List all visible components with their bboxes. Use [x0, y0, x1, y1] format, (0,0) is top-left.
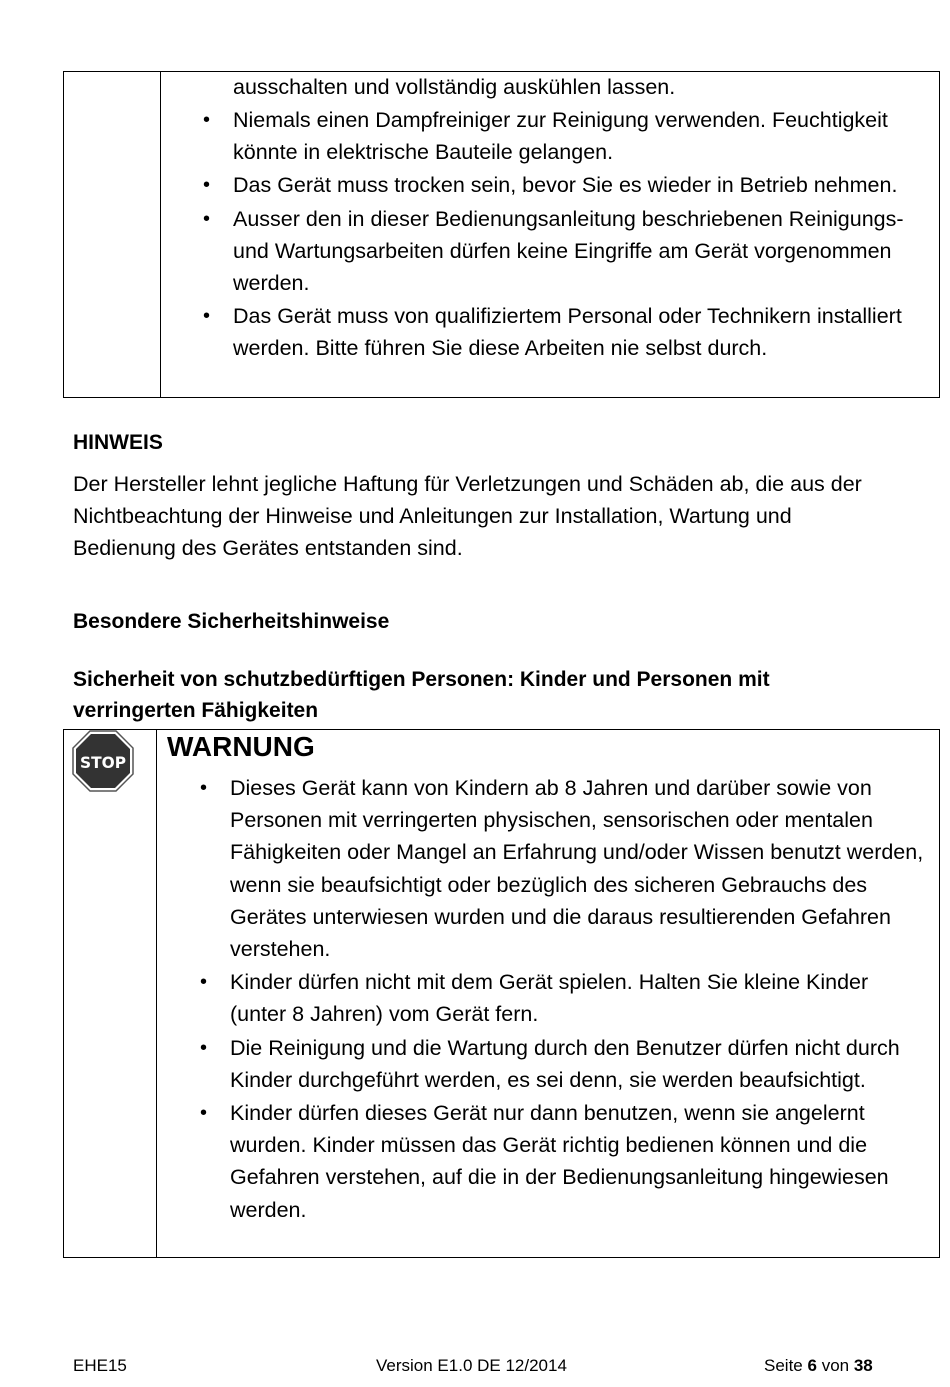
list-item: • Niemals einen Dampfreiniger zur Reinigung verwenden. Feuchtigkeit könnte in elektrische Bauteile gelangen. [233, 104, 933, 168]
footer-model: EHE15 [73, 1356, 127, 1375]
table-column-divider [156, 730, 157, 1257]
bullet-icon: • [200, 777, 208, 799]
stop-sign-text: STOP [80, 753, 127, 772]
page-prefix: Seite [764, 1356, 803, 1375]
hinweis-heading: HINWEIS [73, 431, 163, 454]
list-item: • Die Reinigung und die Wartung durch den Benutzer dürfen nicht durch Kinder durchgeführt werden, es sei denn, sie werden beaufsichtigt. [230, 1032, 925, 1096]
footer-page-number [764, 1356, 873, 1376]
section-subheading: Sicherheit von schutzbedürftigen Personen: Kinder und Personen mit verringerten Fähigkeiten [73, 668, 770, 722]
bullet-icon: • [203, 207, 211, 230]
list-item: • Das Gerät muss von qualifiziertem Personal oder Technikern installiert werden. Bitte führen Sie diese Arbeiten nie selbst durch. [233, 300, 933, 364]
bullet-icon: • [200, 971, 208, 994]
bullet-icon: • [203, 174, 211, 197]
warning-title: WARNUNG [167, 731, 315, 762]
bullet-icon: • [200, 1036, 208, 1059]
hinweis-text: Der Hersteller lehnt jegliche Haftung für Verletzungen und Schäden ab, die aus der Nichtbeachtung der Hinweise und Anleitungen zur Installation, Wartung und Bedienung des Gerätes entstanden sind. [73, 472, 862, 561]
bullet-icon: • [203, 109, 211, 131]
page-total: 38 [853, 1356, 873, 1375]
stop-sign-icon [72, 730, 134, 792]
footer-version: Version E1.0 DE 12/2014 [376, 1356, 567, 1375]
table1-bullet-list [203, 104, 933, 365]
list-item: • Das Gerät muss trocken sein, bevor Sie es wieder in Betrieb nehmen. [233, 169, 933, 201]
continued-text: ausschalten und vollständig auskühlen lassen. [233, 75, 676, 99]
bullet-icon: • [200, 1102, 208, 1125]
page-current: 6 [807, 1356, 817, 1375]
table-column-divider [160, 72, 161, 397]
list-item: • Kinder dürfen nicht mit dem Gerät spielen. Halten Sie kleine Kinder (unter 8 Jahren) vom Gerät fern. [230, 966, 925, 1030]
list-item: • Kinder dürfen dieses Gerät nur dann benutzen, wenn sie angelernt wurden. Kinder müssen das Gerät richtig bedienen können und die Gefahren verstehen, auf die in der Bedienungsanleitung hingewiesen werden. [230, 1097, 925, 1226]
section-heading: Besondere Sicherheitshinweise [73, 610, 390, 633]
list-item: • Ausser den in dieser Bedienungsanleitung beschriebenen Reinigungs- und Wartungsarbeiten dürfen keine Eingriffe am Gerät vorgenommen werden. [233, 203, 933, 300]
warning-bullet-list [200, 772, 925, 1226]
list-item: • Dieses Gerät kann von Kindern ab 8 Jahren und darüber sowie von Personen mit verringerten physischen, sensorischen oder mentalen Fähigkeiten oder Mangel an Erfahrung und/oder Wissen benutzt werden, wenn sie beaufsichtigt oder bezüglich des sicheren Gebrauchs des Gerätes unterwiesen wurden und die daraus resultierenden Gefahren verstehen. [230, 772, 925, 965]
page-separator: von [821, 1356, 850, 1375]
bullet-icon: • [203, 305, 211, 328]
safety-table-continued [63, 71, 940, 398]
